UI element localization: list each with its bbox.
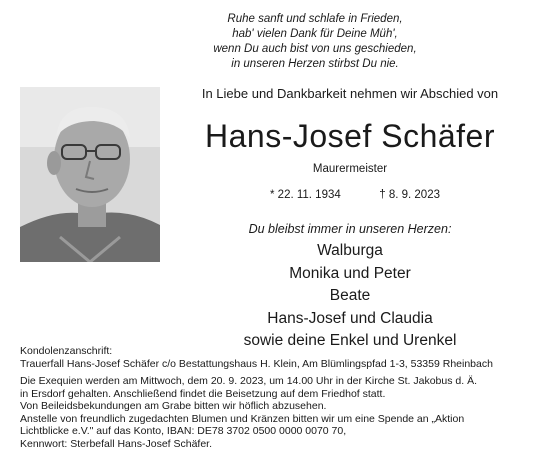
donation-line: Kennwort: Sterbefall Hans-Josef Schäfer.: [20, 437, 213, 450]
mourner: Beate: [329, 287, 371, 304]
mourner: sowie deine Enkel und Urenkel: [243, 332, 457, 349]
mourners-list: [175, 240, 525, 353]
deceased-name: Hans-Josef Schäfer: [204, 118, 495, 154]
notice-footer: [20, 345, 540, 450]
poem-line: wenn Du auch bist von uns geschieden,: [213, 43, 417, 55]
portrait-illustration: [20, 87, 160, 262]
exequies-line: Die Exequien werden am Mittwoch, dem 20. 9. 2023, um 14.00 Uhr in der Kirche St. Jakobus d. Ä.: [20, 375, 477, 387]
mourner: Monika und Peter: [289, 264, 411, 282]
condolence-address: Trauerfall Hans-Josef Schäfer c/o Bestattungshaus H. Klein, Am Blümlingspfad 1-3, 53359 Rheinbach: [20, 357, 493, 370]
condolence-note: Von Beileidsbekundungen am Grabe bitten wir höflich abzusehen.: [20, 400, 327, 412]
portrait-photo: [20, 87, 160, 262]
exequies-line: in Ersdorf gehalten. Anschließend findet die Beisetzung auf dem Friedhof statt.: [20, 387, 386, 400]
farewell-intro: In Liebe und Dankbarkeit nehmen wir Abschied von: [201, 86, 499, 101]
poem: [175, 12, 455, 72]
death-date: † 8. 9. 2023: [379, 189, 440, 201]
poem-line: Ruhe sanft und schlafe in Frieden,: [227, 13, 403, 25]
life-dates: [270, 189, 440, 201]
donation-line: Anstelle von freundlich zugedachten Blumen und Kränzen bitten wir um eine Spende an „Aktion: [20, 412, 465, 425]
poem-line: in unseren Herzen stirbst Du nie.: [231, 58, 399, 70]
poem-line: hab' vielen Dank für Deine Müh',: [232, 28, 398, 40]
donation-line: Lichtblicke e.V." auf das Konto, IBAN: DE78 3702 0500 0000 0070 70,: [20, 425, 347, 437]
deceased-profession: Maurermeister: [312, 163, 388, 175]
mourner: Walburga: [317, 242, 383, 259]
motto: Du bleibst immer in unseren Herzen:: [248, 222, 452, 236]
address-label: Kondolenzanschrift:: [20, 345, 113, 357]
birth-date: * 22. 11. 1934: [270, 189, 341, 201]
mourner: Hans-Josef und Claudia: [267, 309, 433, 327]
